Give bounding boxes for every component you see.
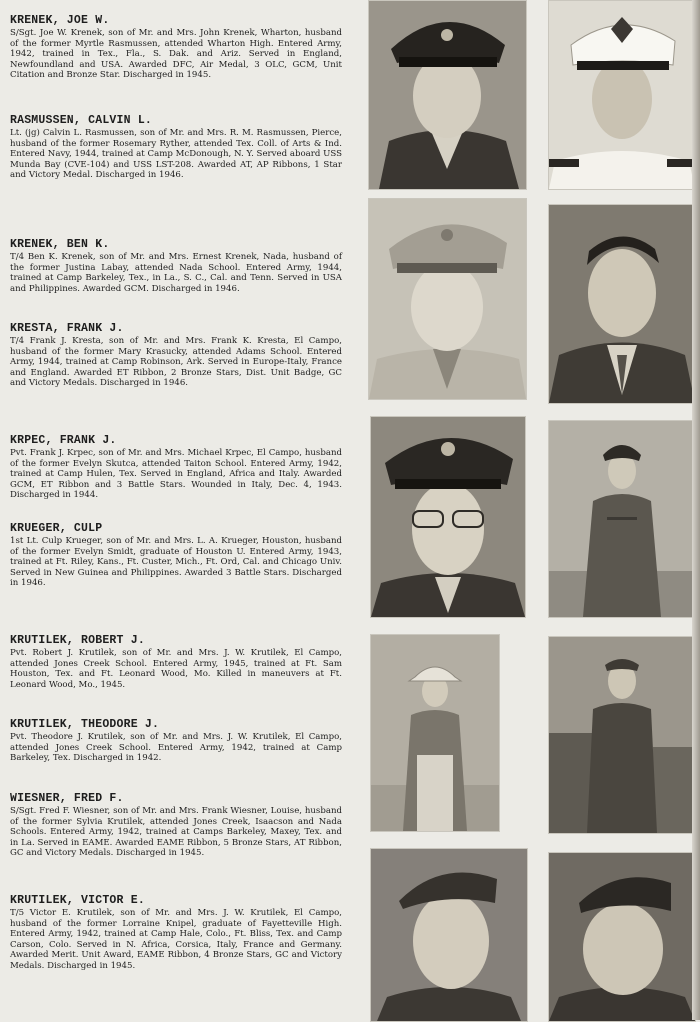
navy-cap-portrait-image: [549, 1, 695, 189]
portrait-photo: [368, 0, 527, 190]
officer-coat-photo-image: [549, 421, 695, 617]
army-cap-portrait-image: [369, 1, 526, 189]
garrison-cap-portrait-image: [371, 849, 527, 1021]
record-name: KRUTILEK, VICTOR E.: [10, 894, 145, 907]
record-entry: [10, 114, 342, 181]
record-entry: [10, 434, 342, 501]
portrait-photo: [368, 198, 527, 400]
record-bio: Pvt. Theodore J. Krutilek, son of Mr. and Mrs. J. W. Krutilek, El Campo, attended Jones Creek School. Entered Army, 1942, trained at Camp Barkeley, Tex. Discharged in 1942.: [10, 732, 342, 764]
record-name: KRUTILEK, ROBERT J.: [10, 634, 145, 647]
army-cap-light-portrait-image: [369, 199, 526, 399]
uniform-truck-photo-image: [549, 637, 695, 833]
portrait-photo: [370, 416, 526, 618]
record-bio: T/4 Frank J. Kresta, son of Mr. and Mrs. Frank K. Kresta, El Campo, husband of the former Mary Krasucky, attended Adams School. Entered Army, 1944, trained at Camp Robinson, Ark. Served in Europe-Italy, France and England. Awarded ET Ribbon, 2 Bronze Stars, Dist. Unit Badge, GC and Victory Medals. Discharged in 1946.: [10, 336, 342, 389]
record-name: WIESNER, FRED F.: [10, 792, 124, 805]
record-bio: S/Sgt. Joe W. Krenek, son of Mr. and Mrs. John Krenek, Wharton, husband of the former Myrtle Rasmussen, attended Wharton High. Entered Army, 1942, trained in Tex., Fla., S. Dak. and Ariz. Served in England, Newfoundland and USA. Awarded DFC, Air Medal, 3 OLC, GCM, Unit Citation and Bronze Star. Discharged in 1945.: [10, 28, 342, 81]
record-entry: [10, 14, 342, 81]
record-name: KRENEK, JOE W.: [10, 14, 110, 27]
record-entry: [10, 238, 342, 294]
civilian-portrait-image: [549, 205, 695, 403]
record-name: KRPEC, FRANK J.: [10, 434, 117, 447]
record-name: KRESTA, FRANK J.: [10, 322, 124, 335]
record-bio: Lt. (jg) Calvin L. Rasmussen, son of Mr. and Mrs. R. M. Rasmussen, Pierce, husband of the former Rosemary Ryther, attended Tex. Coll. of Arts & Ind. Entered Navy, 1944, trained at Camp McDonough, N. Y. Served aboard USS Munda Bay (CVE-104) and USS LST-208. Awarded AT, AP Ribbons, 1 Star and Victory Medal. Discharged in 1946.: [10, 128, 342, 181]
portrait-photo: [548, 420, 696, 618]
record-name: KRUEGER, CULP: [10, 522, 103, 535]
record-name: KRUTILEK, THEODORE J.: [10, 718, 160, 731]
record-entry: [10, 792, 342, 859]
record-entry: [10, 894, 342, 972]
record-bio: Pvt. Frank J. Krpec, son of Mr. and Mrs. Michael Krpec, El Campo, husband of the former Evelyn Skutca, attended Taiton School. Entered Army, 1942, trained at Camp Hulen, Tex. Served in England, Africa and Italy. Awarded GCM, ET Ribbon and 3 Battle Stars. Wounded in Italy, Dec. 4, 1943. Discharged in 1944.: [10, 448, 342, 501]
portrait-photo: [548, 636, 696, 834]
record-entry: [10, 634, 342, 690]
portrait-photo: [548, 0, 696, 190]
army-cap-glasses-portrait-image: [371, 417, 525, 617]
portrait-photo: [370, 848, 528, 1022]
page-binding-edge: [692, 0, 700, 1020]
portrait-photo: [548, 204, 696, 404]
record-bio: S/Sgt. Fred F. Wiesner, son of Mr. and Mrs. Frank Wiesner, Louise, husband of the former Sylvia Krutilek, attended Jones Creek, Isaacson and Nada Schools. Entered Army, 1942, trained at Camps Barkeley, Maxey, Tex. and in La. Served in EAME. Awarded EAME Ribbon, 5 Bronze Stars, AT Ribbon, GC and Victory Medals. Discharged in 1945.: [10, 806, 342, 859]
record-entry: [10, 522, 342, 589]
record-bio: 1st Lt. Culp Krueger, son of Mr. and Mrs. L. A. Krueger, Houston, husband of the former Evelyn Smidt, graduate of Houston U. Entered Army, 1943, trained at Ft. Riley, Kans., Ft. Custer, Mich., Ft. Ord, Cal. and Chicago Univ. Served in New Guinea and Philippines. Awarded 3 Battle Stars. Discharged in 1946.: [10, 536, 342, 589]
record-bio: Pvt. Robert J. Krutilek, son of Mr. and Mrs. J. W. Krutilek, El Campo, attended Jones Creek School. Entered Army, 1945, trained at Ft. Sam Houston, Tex. and Ft. Leonard Wood, Mo. Killed in maneuvers at Ft. Leonard Wood, Mo., 1945.: [10, 648, 342, 690]
record-entry: [10, 322, 342, 389]
record-name: KRENEK, BEN K.: [10, 238, 110, 251]
record-bio: T/5 Victor E. Krutilek, son of Mr. and Mrs. J. W. Krutilek, El Campo, husband of the former Lorraine Knipel, graduate of Fayetteville High. Entered Army, 1942, trained at Camp Hale, Colo., Ft. Bliss, Tex. and Camp Carson, Colo. Served in N. Africa, Corsica, Italy, France and Germany. Awarded Merit. Unit Award, EAME Ribbon, 4 Bronze Stars, GC and Victory Medals. Discharged in 1945.: [10, 908, 342, 971]
portrait-photo: [548, 852, 696, 1022]
record-bio: T/4 Ben K. Krenek, son of Mr. and Mrs. Ernest Krenek, Nada, husband of the former Justina Labay, attended Nada School. Entered Army, 1944, trained at Camp Barkeley, Tex., in La., S. C., Cal. and Tenn. Served in USA and Philippines. Awarded GCM. Discharged in 1946.: [10, 252, 342, 294]
portrait-photo: [370, 634, 500, 832]
garrison-cap-portrait-2-image: [549, 853, 695, 1021]
record-entry: [10, 718, 342, 764]
record-name: RASMUSSEN, CALVIN L.: [10, 114, 153, 127]
casual-hat-photo-image: [371, 635, 499, 831]
